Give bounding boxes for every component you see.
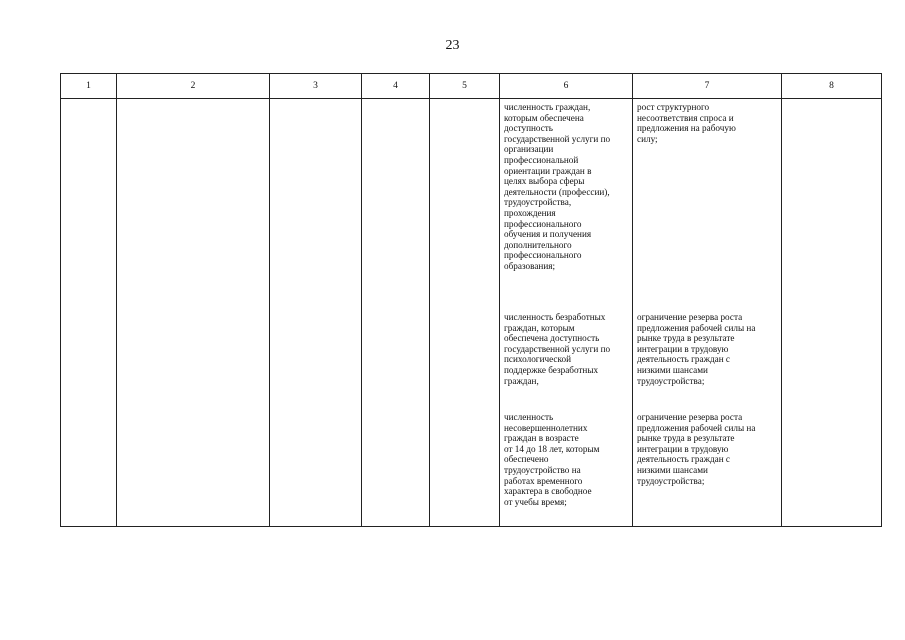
risk-labor-reserve-limit-2: ограничение резерва роста предложения рабочей силы на рынке труда в результате интеграции в трудовую деятельность граждан с низкими шансами трудоустройства; xyxy=(637,412,756,486)
indicator-minors-employment: численность несовершеннолетних граждан в возрасте от 14 до 18 лет, которым обеспечено трудоустройство на работах временного характера в свободное от учебы время; xyxy=(504,412,600,507)
column-header-7: 7 xyxy=(633,74,782,99)
cell-col-6 xyxy=(500,99,633,527)
column-header-1: 1 xyxy=(61,74,117,99)
document-table xyxy=(60,73,882,527)
column-header-3: 3 xyxy=(270,74,362,99)
table-row xyxy=(61,99,882,527)
indicator-career-guidance: численность граждан, которым обеспечена доступность государственной услуги по организации профессиональной ориентации граждан в целях выбора сферы деятельности (профессии), трудоустройства, прохождения профессионального обучения и получения дополнительного профессионального образования; xyxy=(504,102,611,271)
column-header-2: 2 xyxy=(117,74,270,99)
table-header-row xyxy=(61,74,882,99)
cell-col-5 xyxy=(430,99,500,527)
risk-labor-reserve-limit-1: ограничение резерва роста предложения рабочей силы на рынке труда в результате интеграции в трудовую деятельность граждан с низкими шансами трудоустройства; xyxy=(637,312,756,386)
column-header-5: 5 xyxy=(430,74,500,99)
cell-col-4 xyxy=(362,99,430,527)
cell-col-2 xyxy=(117,99,270,527)
indicator-psychological-support: численность безработных граждан, которым обеспечена доступность государственной услуги по психологической поддержке безработных граждан, xyxy=(504,312,611,386)
page-number: 23 xyxy=(445,38,460,53)
column-header-6: 6 xyxy=(500,74,633,99)
cell-col-3 xyxy=(270,99,362,527)
cell-col-1 xyxy=(61,99,117,527)
cell-col-7 xyxy=(633,99,782,527)
column-header-4: 4 xyxy=(362,74,430,99)
cell-col-8 xyxy=(782,99,882,527)
risk-structural-mismatch: рост структурного несоответствия спроса и предложения на рабочую силу; xyxy=(637,102,736,144)
column-header-8: 8 xyxy=(782,74,882,99)
